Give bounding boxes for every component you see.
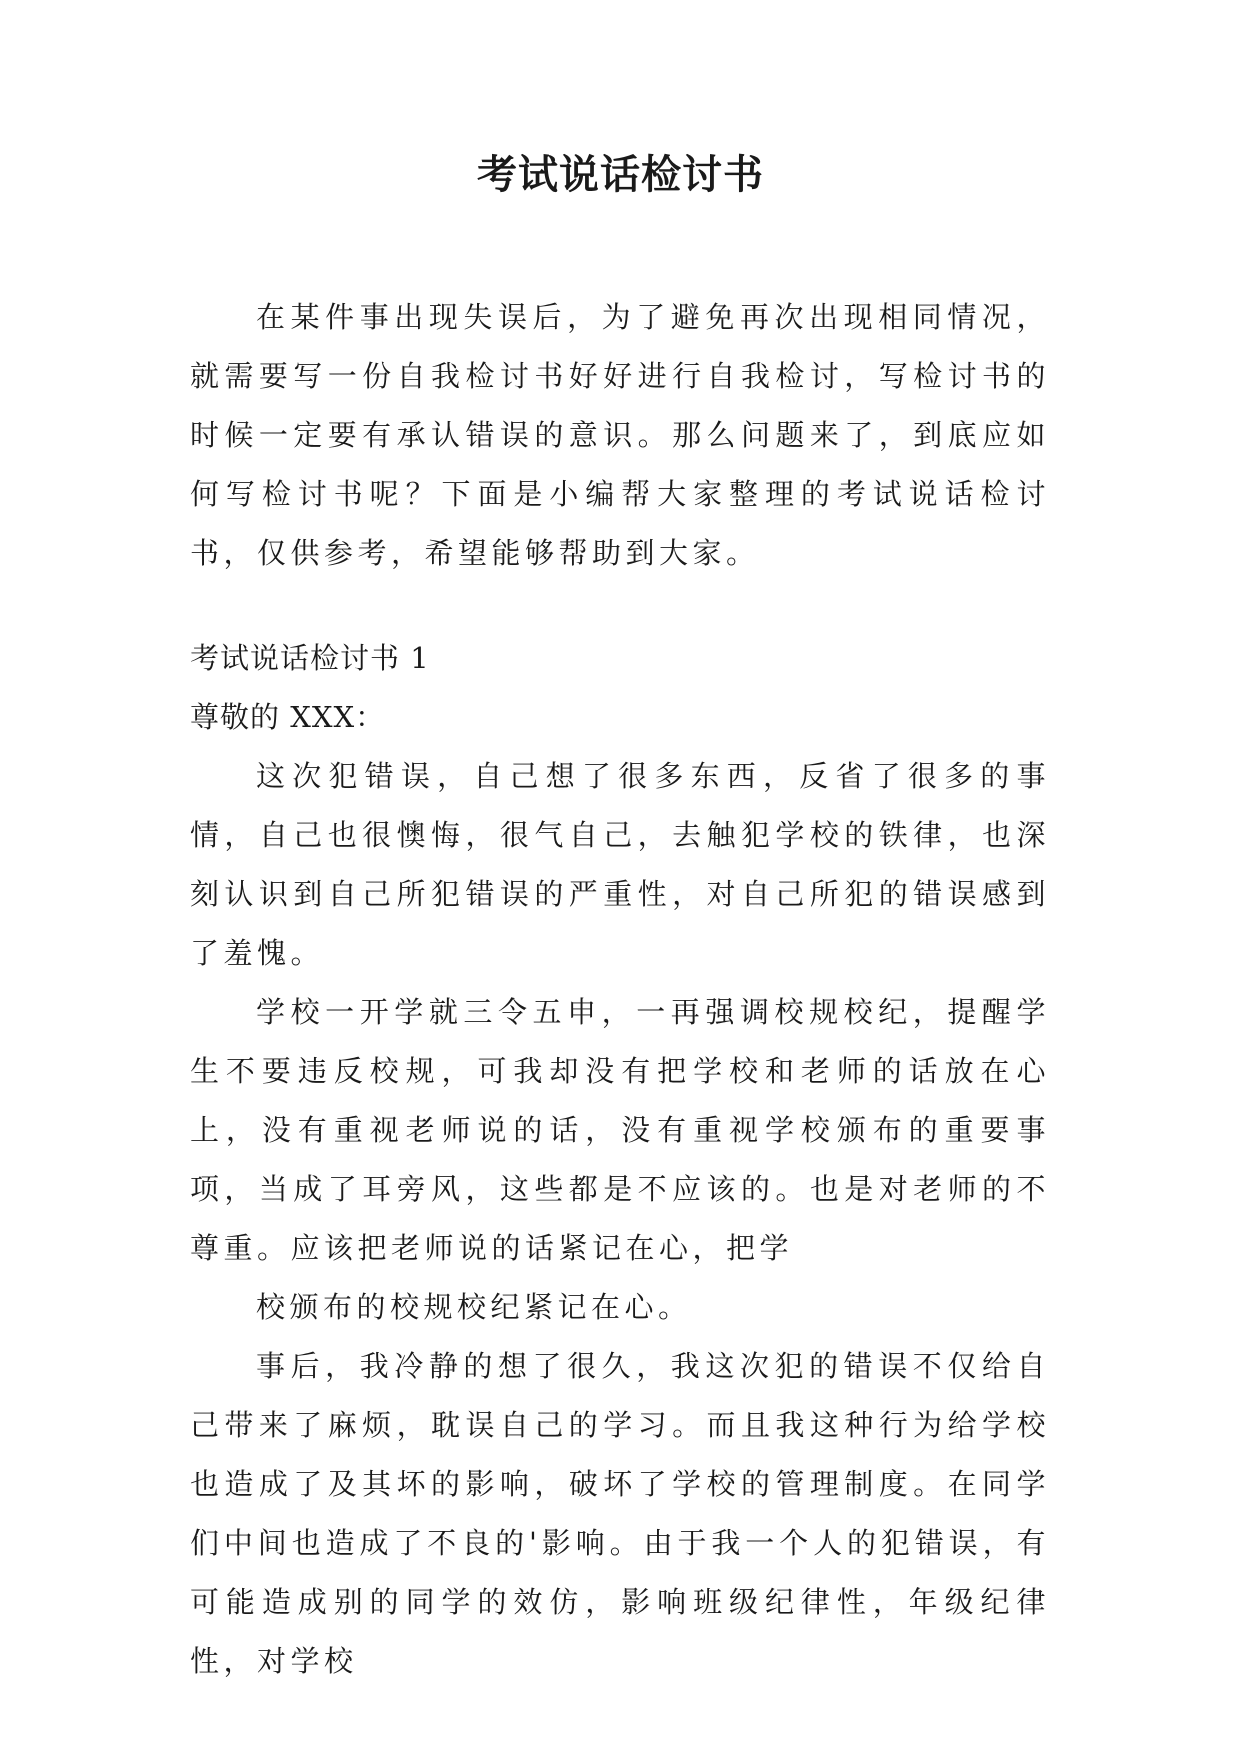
spacer <box>190 583 1050 629</box>
intro-paragraph: 在某件事出现失误后，为了避免再次出现相同情况，就需要写一份自我检讨书好好进行自我检讨，写检讨书的时候一定要有承认错误的意识。那么问题来了，到底应如何写检讨书呢？下面是小编帮大家整理的考试说话检讨书，仅供参考，希望能够帮助到大家。 <box>190 300 1050 570</box>
body-paragraph-1: 这次犯错误，自己想了很多东西，反省了很多的事情，自己也很懊悔，很气自己，去触犯学校的铁律，也深刻认识到自己所犯错误的严重性，对自己所犯的错误感到了羞愧。 <box>190 759 1050 970</box>
document-title: 考试说话检讨书 <box>477 151 764 198</box>
body-paragraph-3: 校颁布的校规校纪紧记在心。 <box>256 1290 692 1324</box>
section-heading: 考试说话检讨书 1 <box>190 641 430 675</box>
body-paragraph-4: 事后，我冷静的想了很久，我这次犯的错误不仅给自己带来了麻烦，耽误自己的学习。而且我这种行为给学校也造成了及其坏的影响，破坏了学校的管理制度。在同学们中间也造成了不良的'影响。由于我一个人的犯错误，有可能造成别的同学的效仿，影响班级纪律性，年级纪律性，对学校 <box>190 1349 1050 1678</box>
document-body <box>190 288 1050 1691</box>
salutation: 尊敬的 XXX： <box>190 700 386 734</box>
body-paragraph-2: 学校一开学就三令五申，一再强调校规校纪，提醒学生不要违反校规，可我却没有把学校和老师的话放在心上，没有重视老师说的话，没有重视学校颁布的重要事项，当成了耳旁风，这些都是不应该的。也是对老师的不尊重。应该把老师说的话紧记在心，把学 <box>190 995 1050 1265</box>
